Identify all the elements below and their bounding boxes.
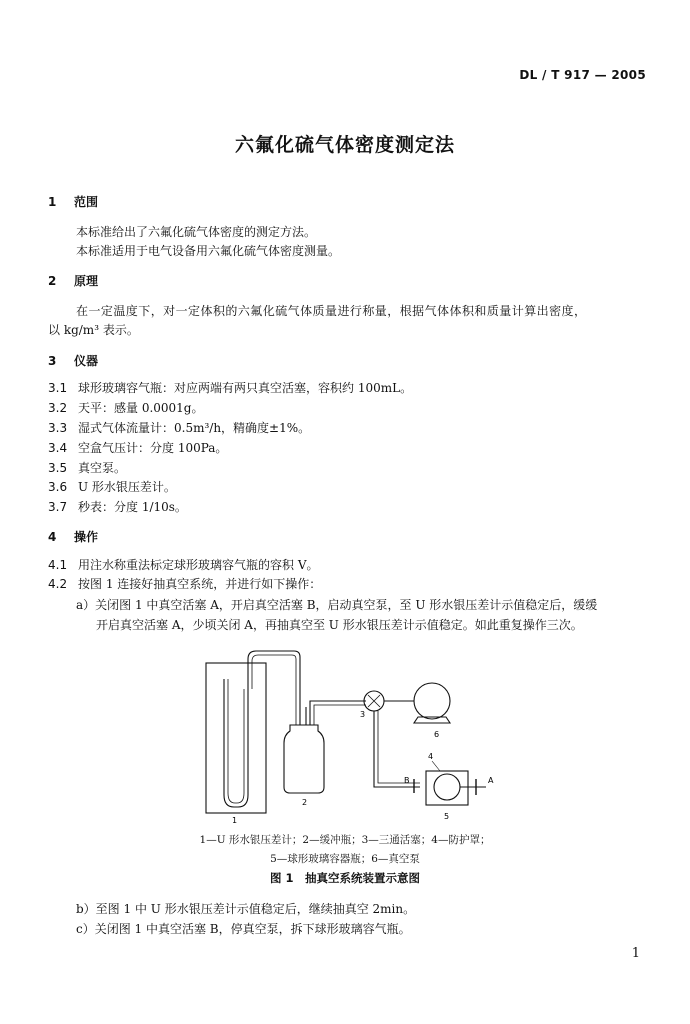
instrument-item xyxy=(48,439,227,456)
u-tube-manometer xyxy=(206,663,266,813)
standard-number: DL / T 917 — 2005 xyxy=(519,68,646,82)
section-title: 原理 xyxy=(74,274,99,288)
instrument-item xyxy=(48,498,187,515)
item-text: 空盒气压计：分度 100Pa。 xyxy=(78,441,228,455)
section-number: 4 xyxy=(48,530,57,544)
item-number: 3.3 xyxy=(48,421,68,435)
instrument-item xyxy=(48,379,412,396)
section-2-line: 在一定温度下，对一定体积的六氟化硫气体质量进行称量，根据气体体积和质量计算出密度， xyxy=(76,304,587,318)
label-3: 3 xyxy=(360,710,366,719)
section-number: 1 xyxy=(48,195,57,209)
item-text: 按图 1 连接好抽真空系统，并进行如下操作： xyxy=(78,577,322,591)
section-title: 操作 xyxy=(74,530,99,544)
section-1-heading xyxy=(48,193,98,210)
instrument-item xyxy=(48,478,176,495)
procedure-step-c: c）关闭图 1 中真空活塞 B，停真空泵，拆下球形玻璃容气瓶。 xyxy=(76,922,411,936)
instrument-item xyxy=(48,419,310,436)
label-2: 2 xyxy=(302,798,308,807)
item-number: 3.2 xyxy=(48,401,68,415)
item-number: 3.5 xyxy=(48,461,68,475)
item-number: 3.7 xyxy=(48,500,68,514)
item-text: 真空泵。 xyxy=(78,461,127,475)
item-text: 秒表：分度 1/10s。 xyxy=(78,500,187,514)
item-number: 3.6 xyxy=(48,480,68,494)
item-number: 3.4 xyxy=(48,441,68,455)
section-number: 3 xyxy=(48,354,57,368)
procedure-step-b: b）至图 1 中 U 形水银压差计示值稳定后，继续抽真空 2min。 xyxy=(76,902,416,916)
instrument-item xyxy=(48,399,204,416)
item-text: 天平：感量 0.0001g。 xyxy=(78,401,204,415)
item-text: 湿式气体流量计：0.5m³/h，精确度±1%。 xyxy=(78,421,311,435)
connecting-tube xyxy=(374,711,420,787)
item-number: 3.1 xyxy=(48,381,68,395)
label-6: 6 xyxy=(434,730,440,739)
item-number: 4.2 xyxy=(48,577,68,591)
figure-legend: 5—球形玻璃容器瓶；6—真空泵 xyxy=(270,853,420,865)
label-1: 1 xyxy=(232,816,238,825)
connecting-tube xyxy=(310,701,366,725)
label-4: 4 xyxy=(428,752,434,761)
spherical-glass-bulb xyxy=(434,774,460,800)
item-text: U 形水银压差计。 xyxy=(78,480,176,494)
item-text: 用注水称重法标定球形玻璃容气瓶的容积 V。 xyxy=(78,558,319,572)
section-3-heading xyxy=(48,352,98,369)
section-number: 2 xyxy=(48,274,57,288)
label-5: 5 xyxy=(444,812,450,821)
item-text: 球形玻璃容气瓶：对应两端有两只真空活塞，容积约 100mL。 xyxy=(78,381,413,395)
section-1-paragraph: 本标准给出了六氟化硫气体密度的测定方法。 xyxy=(76,225,317,239)
procedure-item xyxy=(48,575,321,592)
connecting-tube xyxy=(248,651,300,725)
label-b: B xyxy=(404,776,410,785)
vacuum-pump xyxy=(414,683,450,719)
procedure-item xyxy=(48,556,318,573)
section-2-heading xyxy=(48,272,98,289)
item-number: 4.1 xyxy=(48,558,68,572)
document-title: 六氟化硫气体密度测定法 xyxy=(234,134,455,156)
buffer-bottle xyxy=(284,725,324,793)
section-1-paragraph: 本标准适用于电气设备用六氟化硫气体密度测量。 xyxy=(76,244,341,258)
figure-title: 图 1 抽真空系统装置示意图 xyxy=(269,871,420,885)
figure-legend: 1—U 形水银压差计；2—缓冲瓶；3—三通活塞；4—防护罩； xyxy=(199,834,491,846)
procedure-step-a: a）关闭图 1 中真空活塞 A，开启真空活塞 B，启动真空泵，至 U 形水银压差计示值稳定后，缓缓 xyxy=(76,598,598,612)
page-number: 1 xyxy=(631,946,640,961)
instrument-item xyxy=(48,459,126,476)
vacuum-system-diagram xyxy=(200,645,500,825)
section-title: 仪器 xyxy=(74,354,99,368)
label-a: A xyxy=(488,776,494,785)
section-title: 范围 xyxy=(74,195,99,209)
procedure-step-a: 开启真空活塞 A，少顷关闭 A，再抽真空至 U 形水银压差计示值稳定。如此重复操作三次。 xyxy=(96,618,583,632)
section-4-heading xyxy=(48,528,98,545)
section-2-line: 以 kg/m³ 表示。 xyxy=(48,323,139,337)
